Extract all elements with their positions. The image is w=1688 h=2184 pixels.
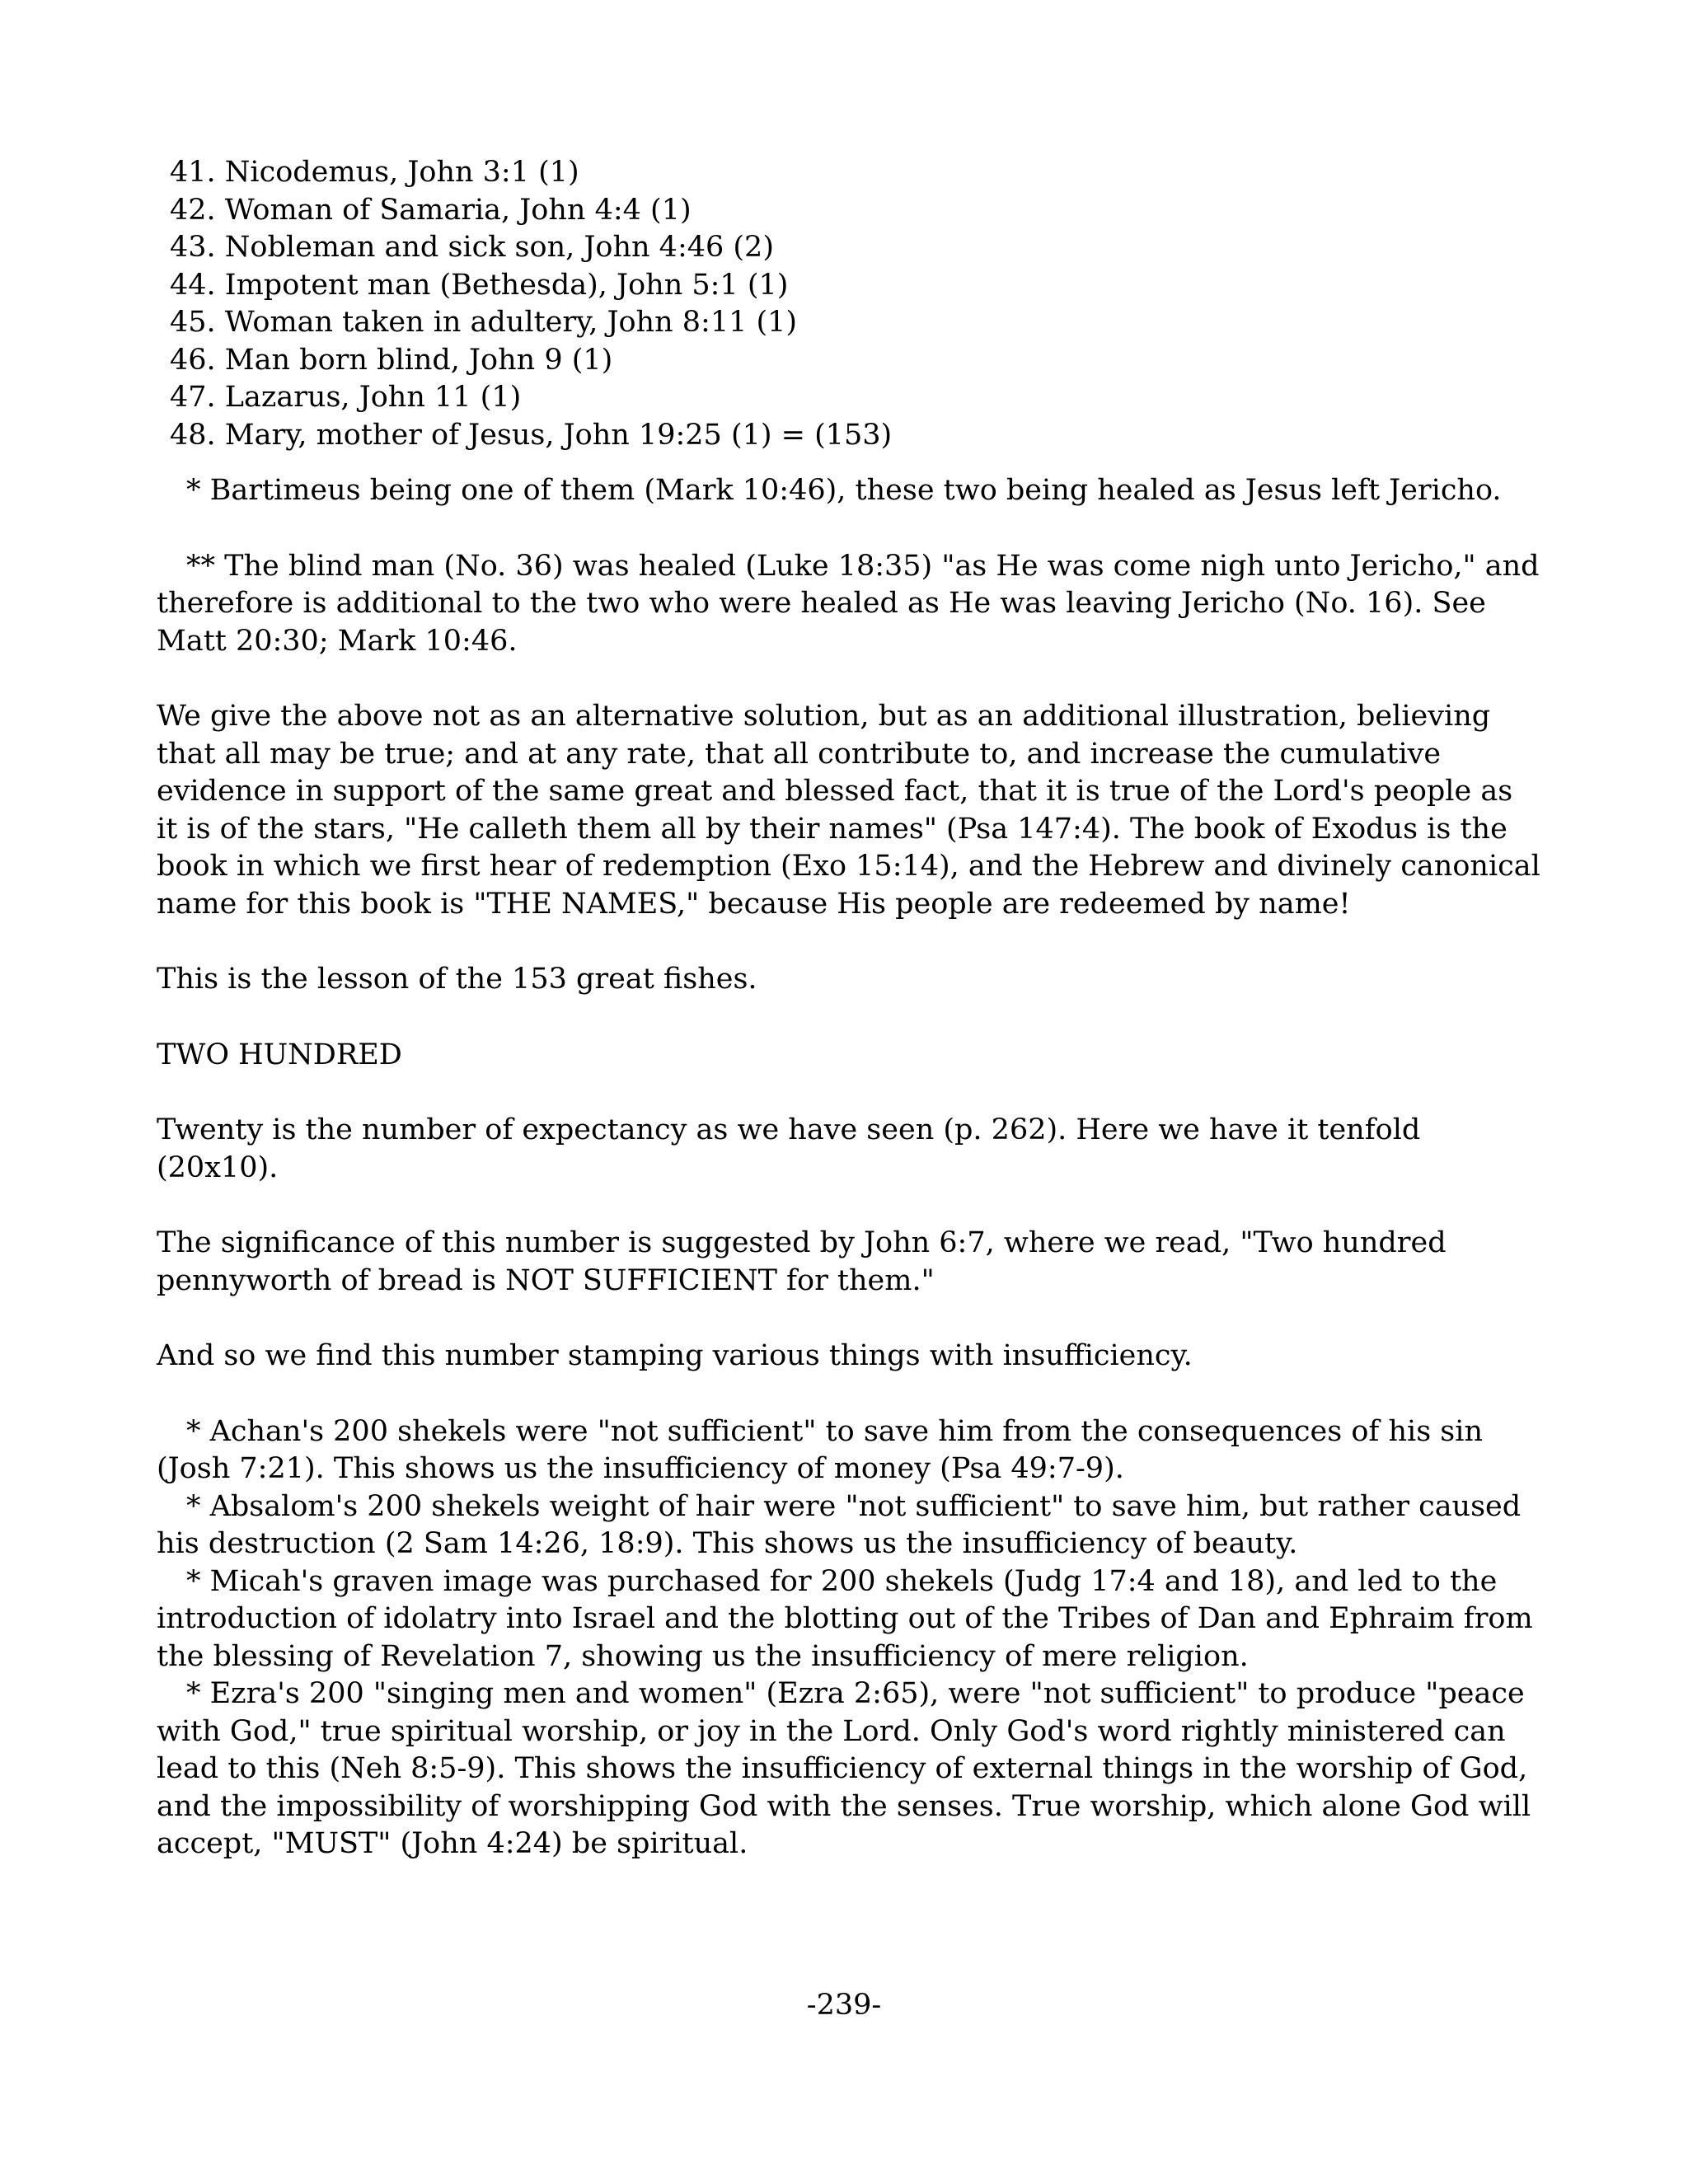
section-heading: TWO HUNDRED [157,1038,402,1071]
paragraph-expectancy: Twenty is the number of expectancy as we have seen (p. 262). Here we have it tenfold (20x10). [157,1113,1421,1184]
numbered-list [170,154,1541,454]
bullet-absalom: * Absalom's 200 shekels weight of hair were "not sufficient" to save him, but rather caused his destruction (2 Sam 14:26, 18:9). This shows us the insufficiency of beauty. [157,1489,1522,1560]
footnote-blind-man: ** The blind man (No. 36) was healed (Luke 18:35) "as He was come nigh unto Jericho," and therefore is additional to the two who were healed as He was leaving Jericho (No. 16). See Matt 20:30; Mark 10:46. [157,549,1540,658]
list-item: 45. Woman taken in adultery, John 8:11 (1) [170,306,798,339]
list-item: 46. Man born blind, John 9 (1) [170,343,613,377]
paragraph-significance: The significance of this number is suggested by John 6:7, where we read, "Two hundred pennyworth of bread is NOT SUFFICIENT for them." [157,1226,1447,1297]
paragraph-alternative-solution: We give the above not as an alternative solution, but as an additional illustration, believing that all may be true; and at any rate, that all contribute to, and increase the cumulative evidence in support of the same great and blessed fact, that it is true of the Lord's people as it is of the stars, "He calleth them all by their names" (Psa 147:4). The book of Exodus is the book in which we first hear of redemption (Exo 15:14), and the Hebrew and divinely canonical name for this book is "THE NAMES," because His people are redeemed by name! [157,700,1540,921]
list-item: 41. Nicodemus, John 3:1 (1) [170,156,579,189]
list-item: 44. Impotent man (Bethesda), John 5:1 (1) [170,268,789,302]
paragraph-lesson: This is the lesson of the 153 great fishes. [157,963,757,996]
footnote-bartimeus: * Bartimeus being one of them (Mark 10:46), these two being healed as Jesus left Jericho. [186,474,1502,507]
list-item: 43. Nobleman and sick son, John 4:46 (2) [170,231,774,264]
bullet-achan: * Achan's 200 shekels were "not sufficient" to save him from the consequences of his sin (Josh 7:21). This shows us the insufficiency of money (Psa 49:7-9). [157,1414,1483,1485]
list-item: 47. Lazarus, John 11 (1) [170,381,522,414]
list-item: 42. Woman of Samaria, John 4:4 (1) [170,193,692,227]
document-page [157,154,1541,1863]
list-item: 48. Mary, mother of Jesus, John 19:25 (1) = (153) [170,418,893,452]
paragraph-insufficiency-intro: And so we find this number stamping various things with insufficiency. [157,1339,1193,1372]
insufficiency-list [157,1413,1541,1863]
bullet-ezra: * Ezra's 200 "singing men and women" (Ezra 2:65), were "not sufficient" to produce "peace with God," true spiritual worship, or joy in the Lord. Only God's word rightly ministered can lead to this (Neh 8:5-9). This shows the insufficiency of external things in the worship of God, and the impossibility of worshipping God with the senses. True worship, which alone God will accept, "MUST" (John 4:24) be spiritual. [157,1677,1531,1860]
page-number: -239- [806,1989,882,2022]
bullet-micah: * Micah's graven image was purchased for 200 shekels (Judg 17:4 and 18), and led to the introduction of idolatry into Israel and the blotting out of the Tribes of Dan and Ephraim from the blessing of Revelation 7, showing us the insufficiency of mere religion. [157,1564,1533,1673]
